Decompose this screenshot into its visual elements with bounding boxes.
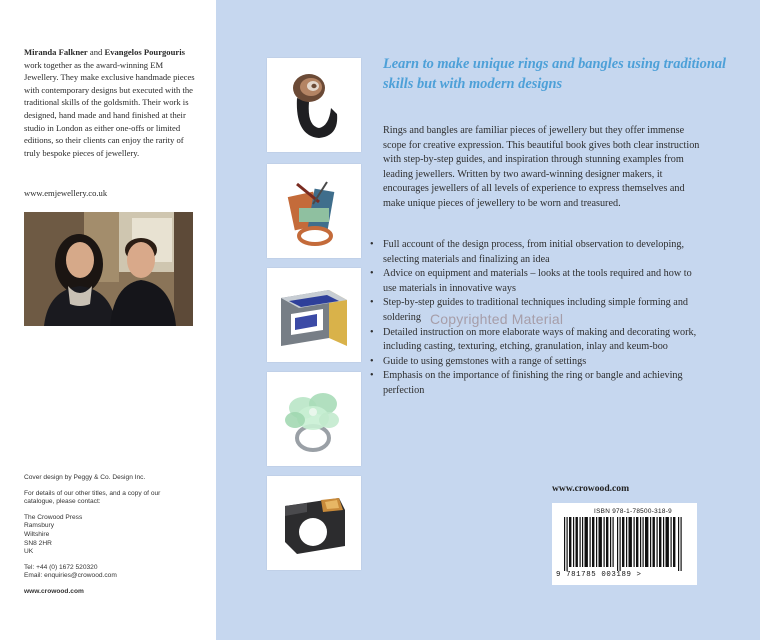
publisher-credits <box>24 474 199 597</box>
author-website[interactable]: www.emjewellery.co.uk <box>24 188 108 198</box>
details-line-1: For details of our other titles, and a copy of our <box>24 489 161 497</box>
bullet-icon: • <box>370 239 374 250</box>
book-blurb: Rings and bangles are familiar pieces of jewellery but they offer immense scope for creative expression. This beautiful book gives both clear instruction with step-by-step guides, and inspiration through stunning examples from leading jewellers. Written by two award-winning designer makers, it encourages jewellers of all levels of experience to express themselves and make unique pieces of jewellery to be worn and treasured. <box>383 125 700 209</box>
bullet-icon: • <box>370 326 374 338</box>
ring-photo-shell <box>267 58 361 152</box>
publisher-website[interactable]: www.crowood.com <box>24 587 84 595</box>
list-item: • Emphasis on the importance of finishing the ring or bangle and achieving perfection <box>370 370 683 396</box>
author-and: and <box>87 47 105 57</box>
isbn-digits: 9 781785 003189 > <box>556 571 642 579</box>
author-name-1: Miranda Falkner <box>24 47 88 57</box>
address-line: Wiltshire <box>24 530 50 538</box>
cover-design-credit: Cover design by Peggy & Co. Design Inc. <box>24 474 146 481</box>
list-item: • Detailed instruction on more elaborate ways of making and decorating work, including casting, texturing, etching, granulation, inlay and keum-boo <box>370 326 697 353</box>
ring-photo-lapis <box>267 268 361 362</box>
author-name-2: Evangelos Pourgouris <box>104 47 185 57</box>
bio-text: work together as the award-winning EM Jewellery. They make exclusive handmade pieces with contemporary designs but executed with the traditional skills of the goldsmith. Their work is designed, hand made and hand finished at their studio in London as either one-offs or limited editions, so their clients can enjoy the rarity of truly bespoke pieces of jewellery. <box>24 59 195 158</box>
bullet-icon: • <box>370 355 374 367</box>
list-item: • Advice on equipment and materials – looks at the tools required and how to use materials in innovative ways <box>370 268 692 294</box>
isbn-barcode <box>552 503 697 585</box>
address-line: The Crowood Press <box>24 513 83 521</box>
bullet-icon: • <box>370 370 374 382</box>
copyright-watermark: Copyrighted Material <box>430 311 564 327</box>
back-cover <box>216 0 760 640</box>
headline: Learn to make unique rings and bangles using traditional skills but with modern designs <box>383 56 727 92</box>
ring-photo-dark <box>267 476 361 570</box>
email[interactable]: Email: enquiries@crowood.com <box>24 572 117 580</box>
list-item: • Full account of the design process, from initial observation to developing, selecting materials and finalizing an idea <box>370 239 685 265</box>
list-item: • Step-by-step guides to traditional techniques including simple forming and soldering <box>370 297 689 323</box>
address-line: SN8 2HR <box>24 539 52 547</box>
details-line-2: catalogue, please contact: <box>24 498 101 506</box>
barcode-icon <box>562 517 686 571</box>
ring-photo-flower <box>267 372 361 466</box>
bullet-icon: • <box>370 297 374 309</box>
publisher-url[interactable]: www.crowood.com <box>552 483 630 494</box>
back-flap <box>0 0 216 640</box>
isbn-label: ISBN 978-1-78500-318-9 <box>594 508 673 515</box>
address-line: UK <box>24 548 34 556</box>
telephone: Tel: +44 (0) 1672 520320 <box>24 563 98 571</box>
author-photo <box>24 212 193 326</box>
author-bio <box>24 46 196 159</box>
address-line: Ramsbury <box>24 522 55 530</box>
bullet-icon: • <box>370 268 374 280</box>
list-item: • Guide to using gemstones with a range of settings <box>370 355 700 370</box>
ring-photo-sculpture <box>267 164 361 258</box>
